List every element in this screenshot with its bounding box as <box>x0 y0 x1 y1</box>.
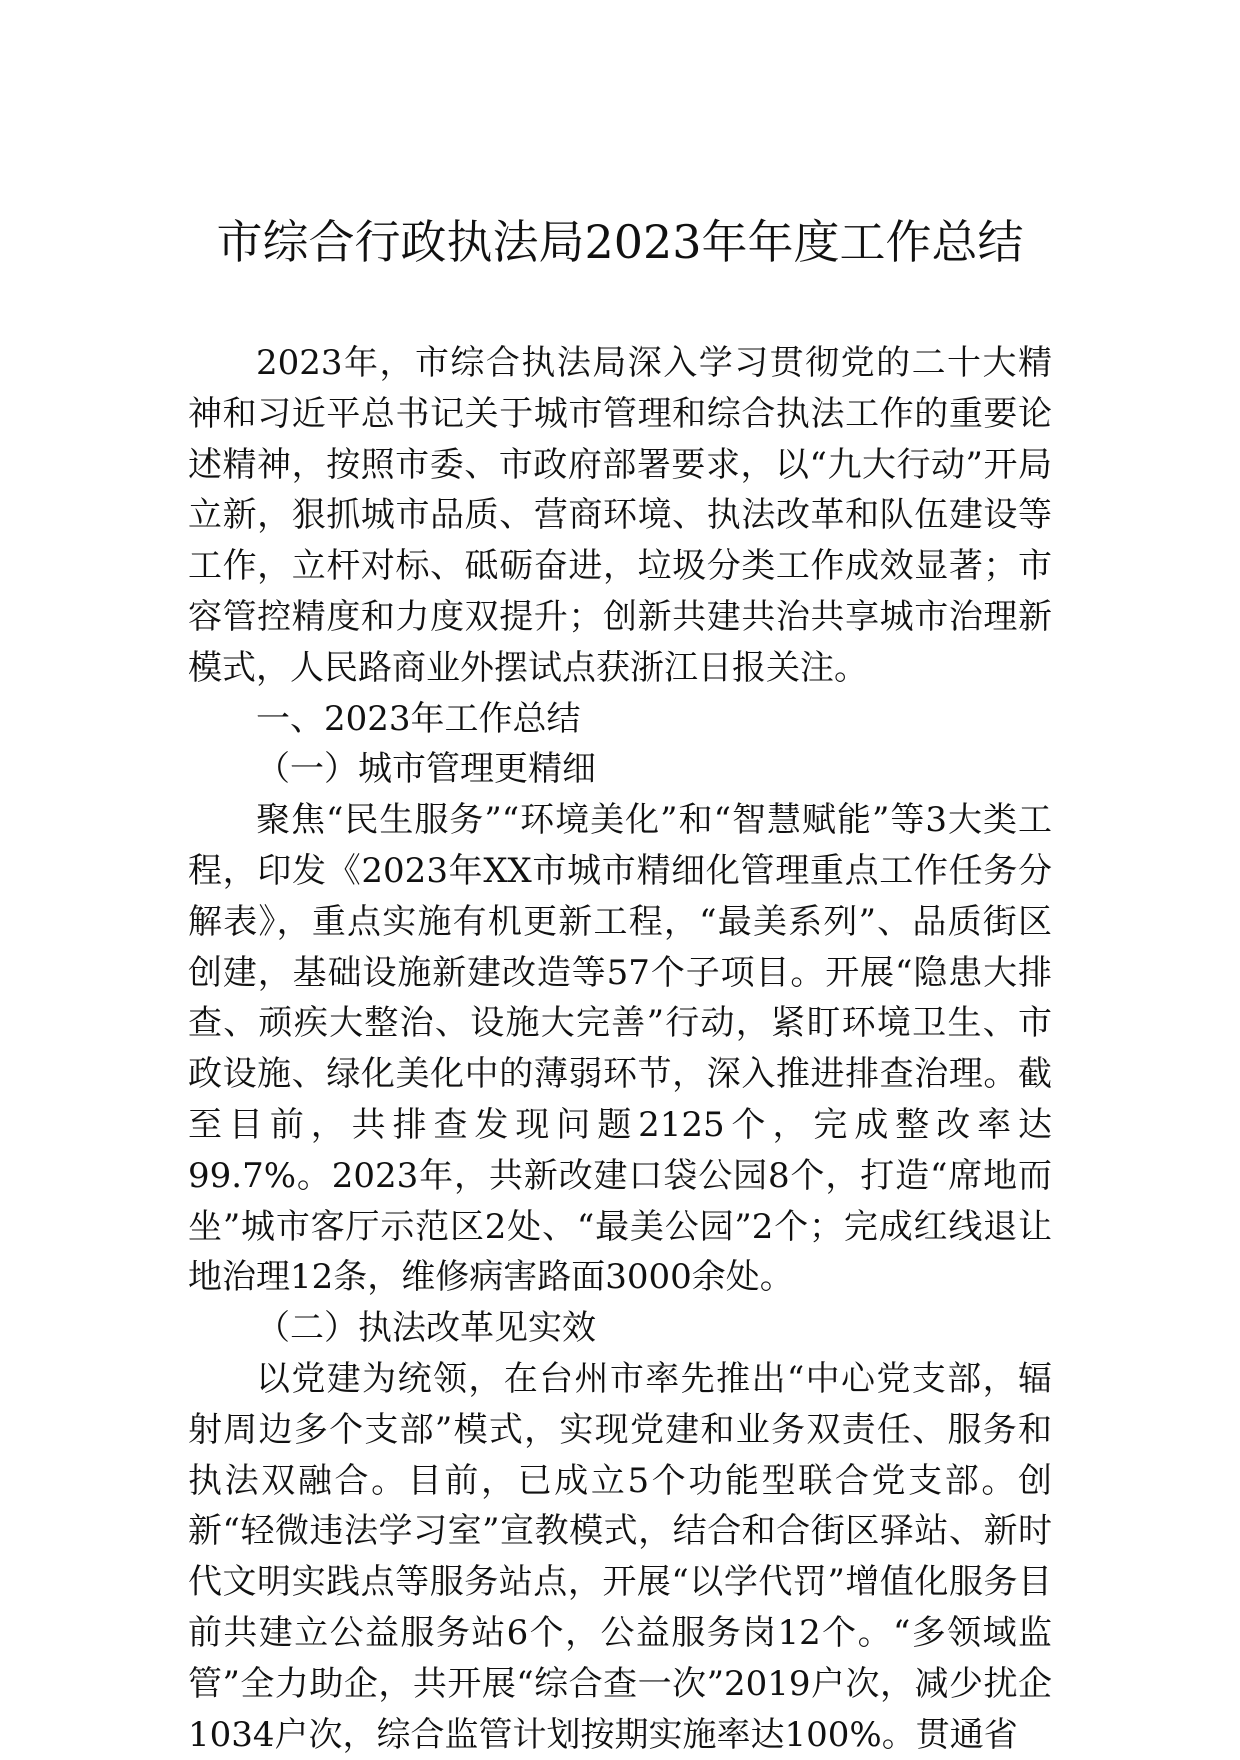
law-enforcement-reform-paragraph: 以党建为统领，在台州市率先推出“中心党支部，辐射周边多个支部”模式，实现党建和业务双责任、服务和执法双融合。目前，已成立5个功能型联合党支部。创新“轻微违法学习室”宣教模式，结合和合街区驿站、新时代文明实践点等服务站点，开展“以学代罚”增值化服务目前共建立公益服务站6个，公益服务岗12个。“多领域监管”全力助企，共开展“综合查一次”2019户次，减少扰企1034户次，综合监管计划按期实施率达100%。贯通省 <box>188 1358 1052 1755</box>
subsection-heading-city-management: （一）城市管理更精细 <box>256 749 596 790</box>
city-management-paragraph: 聚焦“民生服务”“环境美化”和“智慧赋能”等3大类工程，印发《2023年XX市城市精细化管理重点工作任务分解表》，重点实施有机更新工程，“最美系列”、品质街区创建，基础设施新建改造等57个子项目。开展“隐患大排查、顽疾大整治、设施大完善”行动，紧盯环境卫生、市政设施、绿化美化中的薄弱环节，深入推进排查治理。截至目前，共排查发现问题2125个，完成整改率达99.7%。2023年，共新改建口袋公园8个，打造“席地而坐”城市客厅示范区2处、“最美公园”2个；完成红线退让地治理12条，维修病害路面3000余处。 <box>188 800 1052 1298</box>
document-body <box>188 338 1052 1760</box>
section-heading-summary: 一、2023年工作总结 <box>256 698 581 739</box>
subsection-heading-law-enforcement-reform: （二）执法改革见实效 <box>256 1308 596 1349</box>
document-title: 市综合行政执法局2023年年度工作总结 <box>216 215 1024 269</box>
intro-paragraph: 2023年，市综合执法局深入学习贯彻党的二十大精神和习近平总书记关于城市管理和综合执法工作的重要论述精神，按照市委、市政府部署要求，以“九大行动”开局立新，狠抓城市品质、营商环境、执法改革和队伍建设等工作，立杆对标、砥砺奋进，垃圾分类工作成效显著；市容管控精度和力度双提升；创新共建共治共享城市治理新模式，人民路商业外摆试点获浙江日报关注。 <box>188 343 1052 688</box>
